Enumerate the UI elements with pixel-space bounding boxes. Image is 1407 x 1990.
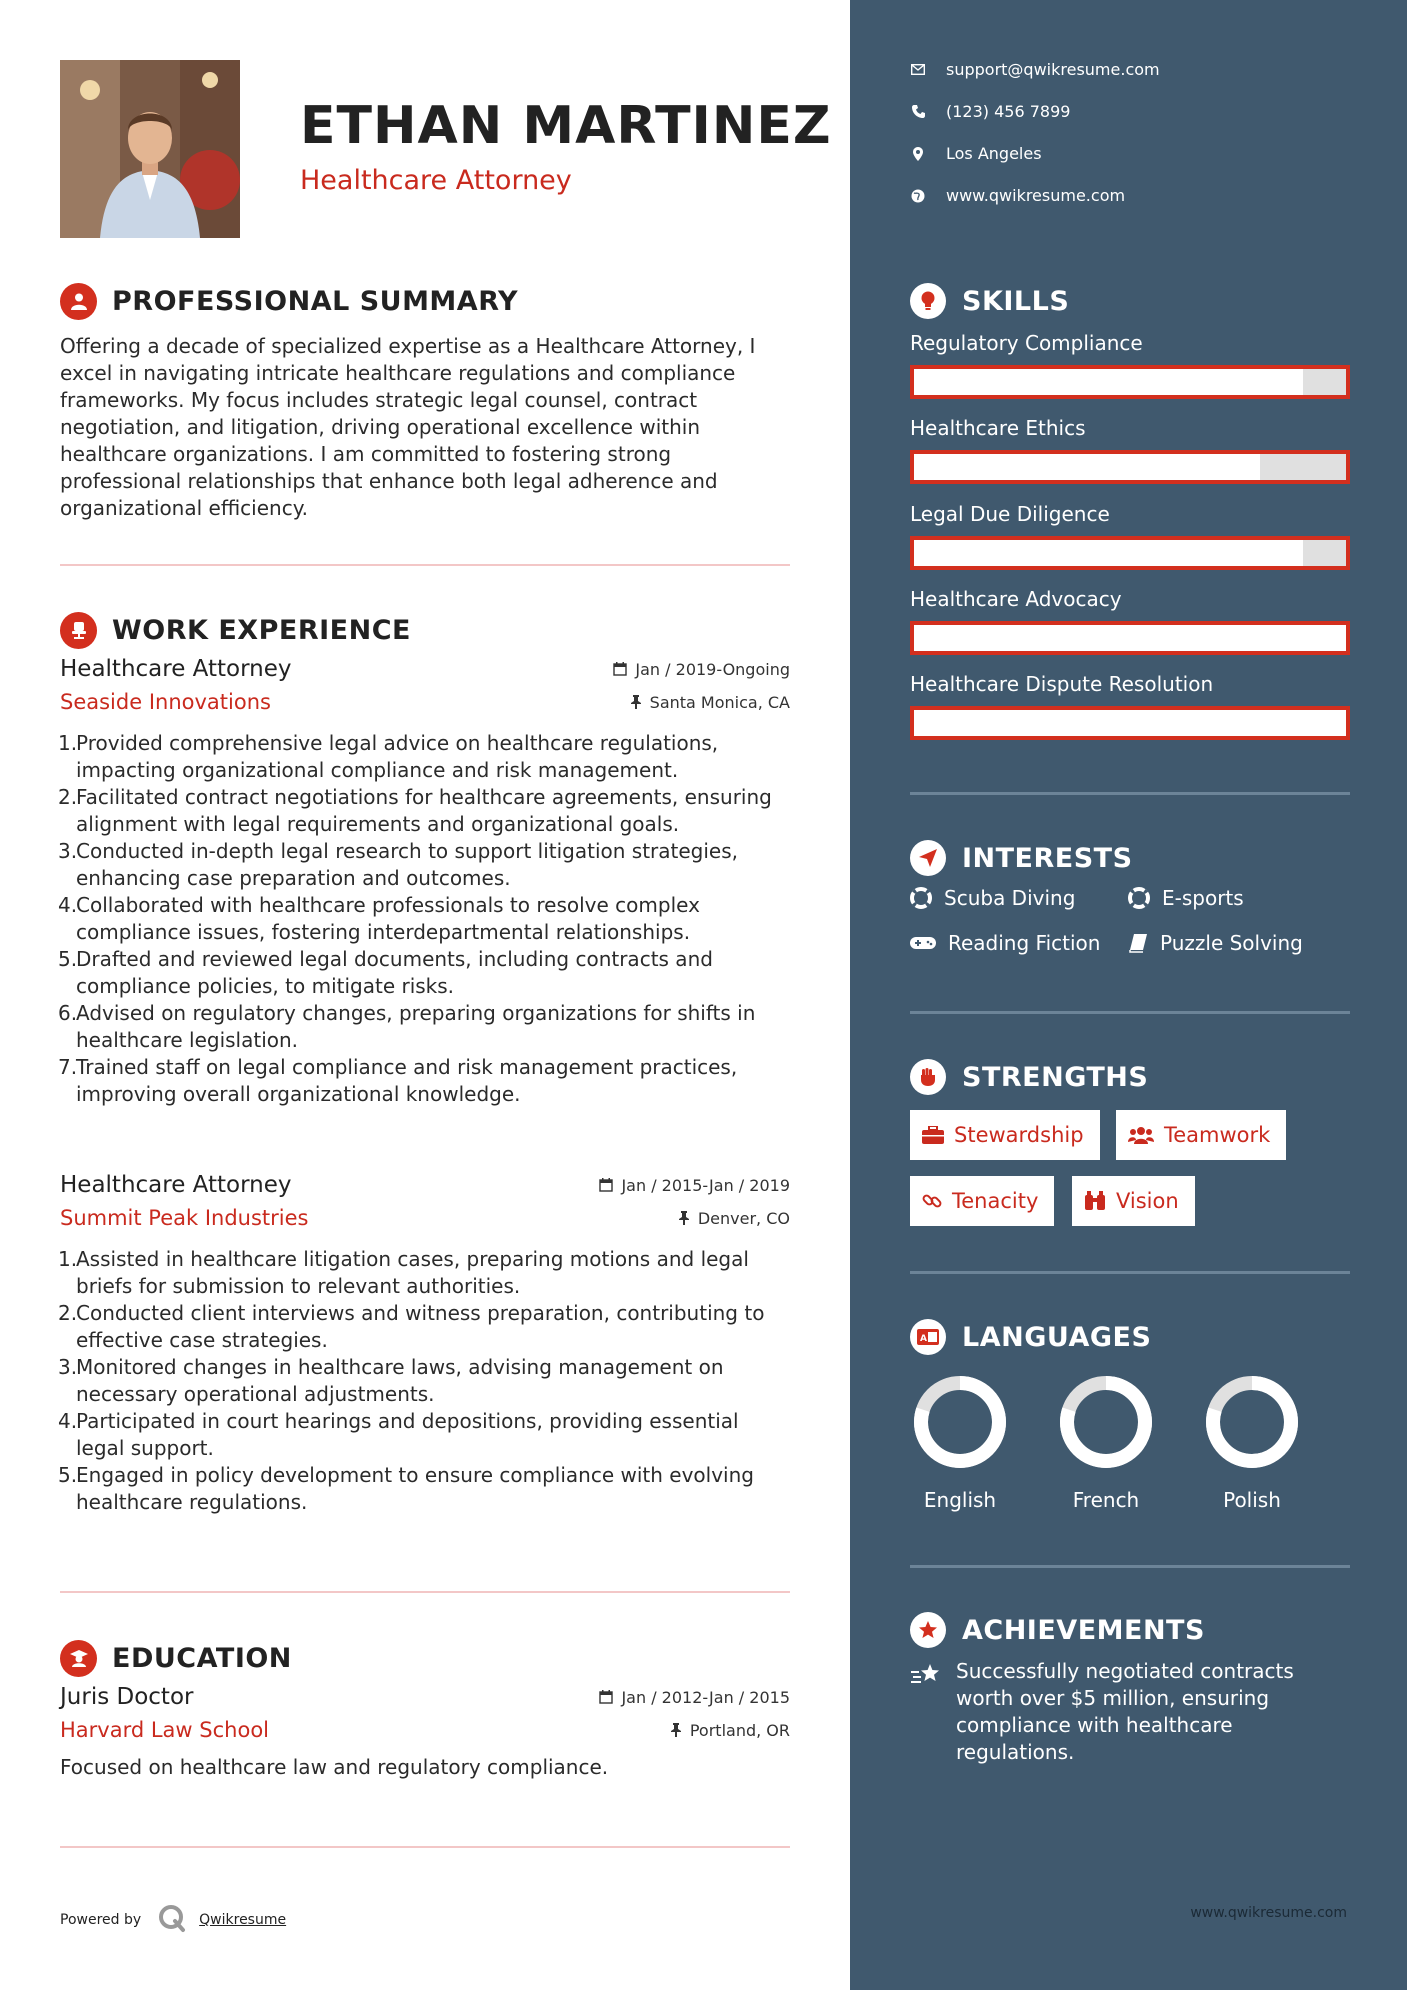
list-item: 5. Drafted and reviewed legal documents, including contracts and compliance policies, to mitigate risks. [58, 947, 713, 998]
achievements-section [910, 1610, 1350, 1650]
globe-icon [910, 189, 926, 203]
interest-label: Puzzle Solving [1160, 931, 1303, 955]
contact-email [910, 60, 1160, 79]
job-company: Seaside Innovations [60, 690, 271, 714]
education-dates-text: Jan / 2012-Jan / 2015 [621, 1687, 790, 1707]
list-item: 4. Participated in court hearings and depositions, providing essential legal support. [58, 1409, 739, 1460]
language-name: English [923, 1488, 997, 1512]
section-divider [910, 1011, 1350, 1014]
job-entry [60, 656, 790, 1108]
lifebuoy-icon [1128, 887, 1150, 909]
job-duties [60, 1246, 790, 1516]
languages-section [910, 1317, 1350, 1357]
binoculars-icon [1084, 1191, 1106, 1211]
summary-section [60, 281, 790, 522]
list-item: 2. Facilitated contract negotiations for healthcare agreements, ensuring alignment with legal requirements and organizational goals. [58, 785, 772, 836]
candidate-title: Healthcare Attorney [300, 165, 572, 196]
list-item: 3. Monitored changes in healthcare laws, advising management on necessary operational adjustments. [58, 1355, 724, 1406]
contact-phone [910, 102, 1070, 121]
languages-heading: LANGUAGES [962, 1321, 1152, 1353]
job-duties [60, 730, 790, 1108]
interest-item [910, 886, 1075, 910]
job-location [678, 1209, 790, 1228]
strength-label: Stewardship [954, 1123, 1084, 1147]
language-ring [910, 1372, 1010, 1472]
section-divider [60, 1591, 790, 1593]
book-icon [1128, 933, 1148, 953]
chair-icon [60, 612, 97, 649]
strength-label: Tenacity [952, 1189, 1039, 1213]
pin-icon [630, 695, 642, 709]
job-location-text: Santa Monica, CA [649, 692, 790, 712]
calendar-icon [613, 662, 627, 676]
skill-fill [914, 625, 1346, 651]
list-item: 4. Collaborated with healthcare professionals to resolve complex compliance issues, fostering interdepartmental relationships. [58, 893, 700, 944]
skill-item [910, 587, 1350, 655]
link-icon [922, 1191, 942, 1211]
job-location-text: Denver, CO [697, 1208, 790, 1228]
job-dates-text: Jan / 2019-Ongoing [635, 659, 790, 679]
education-dates [599, 1688, 790, 1707]
section-divider [910, 792, 1350, 795]
powered-by [60, 1903, 286, 1937]
language-item [1056, 1372, 1156, 1512]
skill-item [910, 672, 1350, 740]
interests-section [910, 838, 1350, 878]
envelope-icon [910, 64, 926, 75]
list-item: 3. Conducted in-depth legal research to support litigation strategies, enhancing case preparation and outcomes. [58, 839, 739, 890]
skill-bar [910, 706, 1350, 740]
achievements-header [910, 1610, 1350, 1650]
education-header [60, 1638, 790, 1678]
skill-name: Legal Due Diligence [910, 502, 1110, 526]
calendar-icon [599, 1690, 613, 1704]
briefcase-icon [922, 1126, 944, 1144]
summary-header [60, 281, 790, 321]
gamepad-icon [910, 935, 936, 951]
skills-heading: SKILLS [962, 285, 1070, 317]
strength-chip [1116, 1110, 1286, 1160]
languages-header [910, 1317, 1350, 1357]
list-item: 6. Advised on regulatory changes, preparing organizations for shifts in healthcare legislation. [58, 1001, 756, 1052]
experience-header [60, 610, 790, 650]
fist-icon [910, 1059, 946, 1095]
contact-website [910, 186, 1125, 205]
graduate-icon [60, 1640, 97, 1677]
skill-fill [914, 540, 1303, 566]
skill-bar [910, 536, 1350, 570]
job-title: Healthcare Attorney [60, 656, 292, 682]
experience-section [60, 610, 790, 650]
language-ring [1202, 1372, 1302, 1472]
star-badge-icon [910, 1612, 946, 1648]
interest-item [1128, 886, 1244, 910]
experience-heading: WORK EXPERIENCE [112, 614, 411, 646]
skill-fill [914, 710, 1346, 736]
interest-label: Scuba Diving [944, 886, 1076, 910]
education-description: Focused on healthcare law and regulatory compliance. [60, 1755, 609, 1779]
email-text[interactable]: support@qwikresume.com [946, 60, 1160, 79]
achievement-item [910, 1658, 1350, 1766]
lightbulb-icon [910, 283, 946, 319]
strength-chip [910, 1176, 1054, 1226]
job-title: Healthcare Attorney [60, 1172, 292, 1198]
powered-by-label: Powered by [60, 1912, 142, 1928]
contact-location [910, 144, 1042, 163]
school: Harvard Law School [60, 1718, 269, 1742]
interest-label: E-sports [1162, 886, 1244, 910]
skill-fill [914, 369, 1303, 395]
skill-fill [914, 454, 1260, 480]
language-name: French [1072, 1488, 1140, 1512]
education-entry [60, 1684, 790, 1781]
list-item: 2. Conducted client interviews and witness preparation, contributing to effective case strategies. [58, 1301, 765, 1352]
summary-text: Offering a decade of specialized expertise as a Healthcare Attorney, I excel in navigating intricate healthcare regulations and compliance frameworks. My focus includes strategic legal counsel, contract negotiation, and litigation, driving operational excellence within healthcare organizations. I am committed to fostering strong professional relationships that enhance both legal adherence and organizational efficiency. [60, 334, 756, 520]
section-divider [910, 1565, 1350, 1568]
summary-heading: PROFESSIONAL SUMMARY [112, 285, 519, 317]
interest-item [910, 931, 1100, 955]
phone-icon [910, 105, 926, 118]
education-location-text: Portland, OR [689, 1720, 790, 1740]
map-marker-icon [910, 147, 926, 161]
phone-text: (123) 456 7899 [946, 102, 1071, 121]
strengths-section [910, 1057, 1350, 1097]
degree: Juris Doctor [60, 1684, 194, 1710]
skill-bar [910, 621, 1350, 655]
strength-chip [910, 1110, 1100, 1160]
interests-heading: INTERESTS [962, 842, 1133, 874]
education-heading: EDUCATION [112, 1642, 292, 1674]
skill-name: Healthcare Dispute Resolution [910, 672, 1214, 696]
education-section [60, 1638, 790, 1678]
interests-header [910, 838, 1350, 878]
strength-label: Teamwork [1164, 1123, 1271, 1147]
skill-name: Healthcare Ethics [910, 416, 1086, 440]
calendar-icon [599, 1178, 613, 1192]
list-item: 7. Trained staff on legal compliance and risk management practices, improving overall organizational knowledge. [58, 1055, 738, 1106]
job-dates-text: Jan / 2015-Jan / 2019 [621, 1175, 790, 1195]
skills-header [910, 281, 1350, 321]
section-divider [60, 1846, 790, 1848]
skill-name: Regulatory Compliance [910, 331, 1143, 355]
language-ring [1056, 1372, 1156, 1472]
job-entry [60, 1172, 790, 1516]
skill-item [910, 502, 1350, 570]
strengths-header [910, 1057, 1350, 1097]
users-icon [1128, 1126, 1154, 1144]
qwikresume-link[interactable]: Qwikresume [199, 1912, 287, 1928]
strength-chip [1072, 1176, 1195, 1226]
achievement-text: Successfully negotiated contracts worth over $5 million, ensuring compliance with healthcare regulations. [956, 1659, 1294, 1764]
interest-label: Reading Fiction [948, 931, 1101, 955]
svg-text:A: A [920, 1334, 927, 1344]
list-item: 5. Engaged in policy development to ensure compliance with evolving healthcare regulations. [58, 1463, 754, 1514]
section-divider [910, 1271, 1350, 1274]
job-company: Summit Peak Industries [60, 1206, 309, 1230]
job-location [630, 693, 790, 712]
achievements-heading: ACHIEVEMENTS [962, 1614, 1205, 1646]
skill-bar [910, 365, 1350, 399]
interest-item [1128, 931, 1303, 955]
skill-item [910, 331, 1350, 399]
language-name: Polish [1223, 1488, 1281, 1512]
location-text: Los Angeles [946, 144, 1042, 163]
skills-section [910, 281, 1350, 321]
list-item: 1. Provided comprehensive legal advice on healthcare regulations, impacting organizational compliance and risk management. [58, 731, 719, 782]
translate-icon [910, 1319, 946, 1355]
website-text[interactable]: www.qwikresume.com [946, 186, 1126, 205]
strength-label: Vision [1116, 1189, 1179, 1213]
language-item [1202, 1372, 1302, 1512]
skill-bar [910, 450, 1350, 484]
job-dates [599, 1176, 790, 1195]
skill-name: Healthcare Advocacy [910, 587, 1122, 611]
list-item: 1. Assisted in healthcare litigation cases, preparing motions and legal briefs for submission to relevant authorities. [58, 1247, 749, 1298]
lifebuoy-icon [910, 887, 932, 909]
skill-item [910, 416, 1350, 484]
sidebar [850, 0, 1407, 1990]
job-dates [613, 660, 790, 679]
language-item [910, 1372, 1010, 1512]
pin-icon [670, 1723, 682, 1737]
qwikresume-logo-icon [157, 1903, 187, 1937]
pin-icon [678, 1211, 690, 1225]
user-icon [60, 283, 97, 320]
candidate-name: ETHAN MARTINEZ [300, 96, 832, 156]
strengths-heading: STRENGTHS [962, 1061, 1149, 1093]
education-location [670, 1721, 790, 1740]
paper-plane-icon [910, 840, 946, 876]
profile-photo [60, 60, 240, 238]
section-divider [60, 564, 790, 566]
shooting-star-icon [910, 1662, 942, 1690]
footer-website[interactable]: www.qwikresume.com [1190, 1905, 1347, 1921]
